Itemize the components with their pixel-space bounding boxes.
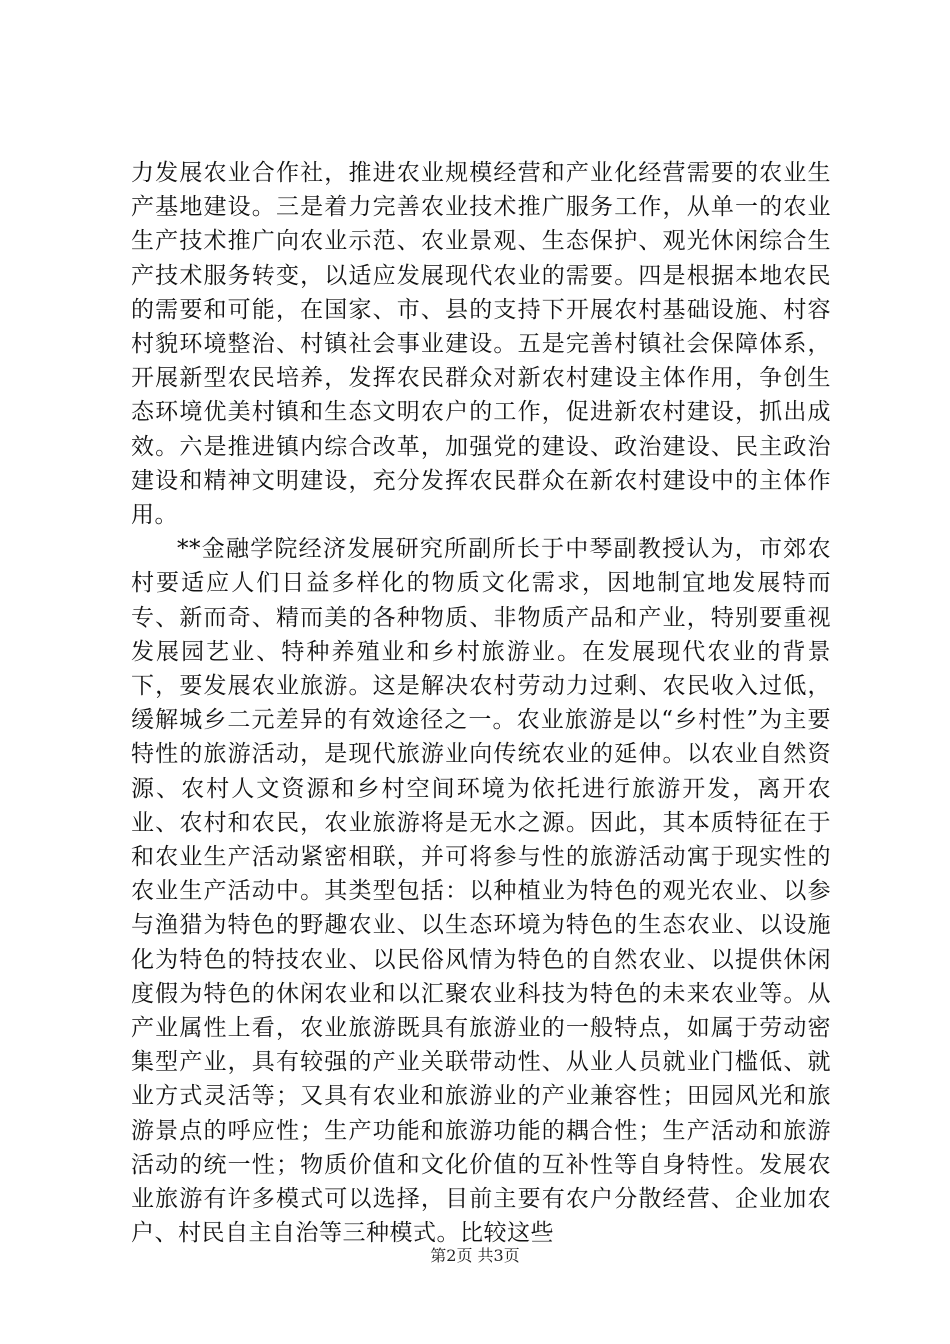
paragraph-expert-opinion: **金融学院经济发展研究所副所长于中琴副教授认为，市郊农村要适应人们日益多样化的物质文化需求，因地制宜地发展特而专、新而奇、精而美的各种物质、非物质产品和产业，特别要重视发展园艺业、特种养殖业和乡村旅游业。在发展现代农业的背景下，要发展农业旅游。这是解决农村劳动力过剩、农民收入过低，缓解城乡二元差异的有效途径之一。农业旅游是以“乡村性”为主要特性的旅游活动，是现代旅游业向传统农业的延伸。以农业自然资源、农村人文资源和乡村空间环境为依托进行旅游开发，离开农业、农村和农民，农业旅游将是无水之源。因此，其本质特征在于和农业生产活动紧密相联，并可将参与性的旅游活动寓于现实性的农业生产活动中。其类型包括：以种植业为特色的观光农业、以参与渔猎为特色的野趣农业、以生态环境为特色的生态农业、以设施化为特色的特技农业、以民俗风情为特色的自然农业、以提供休闲度假为特色的休闲农业和以汇聚农业科技为特色的未来农业等。从产业属性上看，农业旅游既具有旅游业的一般特点，如属于劳动密集型产业，具有较强的产业关联带动性、从业人员就业门槛低、就业方式灵活等；又具有农业和旅游业的产业兼容性；田园风光和旅游景点的呼应性；生产功能和旅游功能的耦合性；生产活动和旅游活动的统一性；物质价值和文化价值的互补性等自身特性。发展农业旅游有许多模式可以选择，目前主要有农户分散经营、企业加农户、村民自主自治等三种模式。比较这些 [131, 536, 831, 1247]
document-body [131, 156, 831, 1251]
page-footer: 第2页 共3页 [430, 1246, 520, 1265]
paragraph-continued: 力发展农业合作社，推进农业规模经营和产业化经营需要的农业生产基地建设。三是着力完善农业技术推广服务工作，从单一的农业生产技术推广向农业示范、农业景观、生态保护、观光休闲综合生产技术服务转变，以适应发展现代农业的需要。四是根据本地农民的需要和可能，在国家、市、县的支持下开展农村基础设施、村容村貌环境整治、村镇社会事业建设。五是完善村镇社会保障体系，开展新型农民培养，发挥农民群众对新农村建设主体作用，争创生态环境优美村镇和生态文明农户的工作，促进新农村建设，抓出成效。六是推进镇内综合改革，加强党的建设、政治建设、民主政治建设和精神文明建设，充分发挥农民群众在新农村建设中的主体作用。 [131, 160, 831, 529]
